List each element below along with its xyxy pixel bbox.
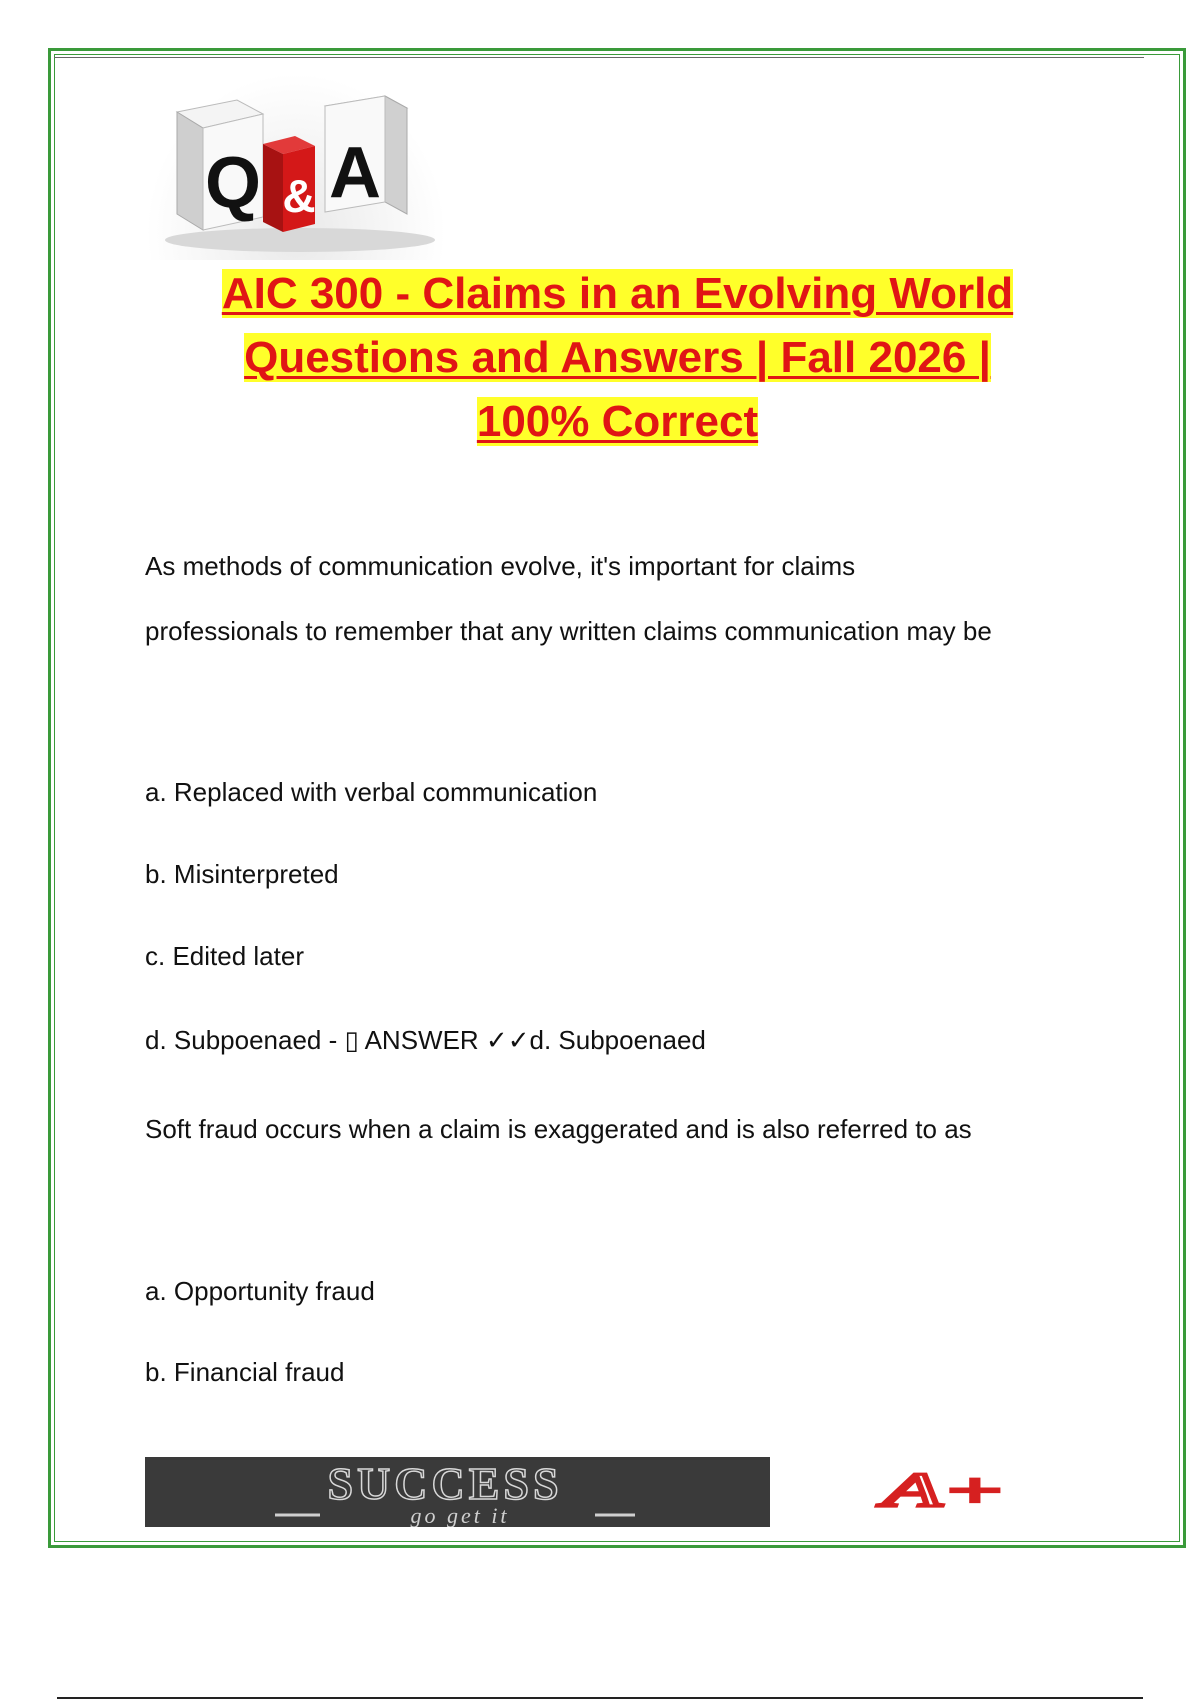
title-line-2: Questions and Answers | Fall 2026 | bbox=[244, 333, 991, 382]
question-1-option-a: a. Replaced with verbal communication bbox=[145, 777, 598, 807]
question-2-option-a: a. Opportunity fraud bbox=[145, 1276, 375, 1306]
qa-dice-logo bbox=[145, 72, 447, 260]
banner-word: SUCCESS bbox=[327, 1458, 563, 1509]
question-2-option-b: b. Financial fraud bbox=[145, 1357, 345, 1387]
question-1-option-d-answer: d. Subpoenaed - ▯ ANSWER ✓✓d. Subpoenaed bbox=[145, 1025, 706, 1055]
grade-text: A+ bbox=[883, 1463, 1007, 1517]
question-2-line-1: Soft fraud occurs when a claim is exaggerated and is also referred to as bbox=[145, 1114, 972, 1144]
title-line-1: AIC 300 - Claims in an Evolving World bbox=[221, 269, 1014, 318]
question-1-option-b: b. Misinterpreted bbox=[145, 859, 339, 889]
footer-rule bbox=[57, 1697, 1143, 1699]
logo-ampersand: & bbox=[282, 170, 316, 222]
success-chalkboard-banner bbox=[145, 1457, 770, 1527]
logo-a: A bbox=[329, 133, 381, 213]
banner-subtext: go get it bbox=[410, 1503, 510, 1527]
title-line-3: 100% Correct bbox=[476, 397, 759, 446]
question-1-line-1: As methods of communication evolve, it's important for claims bbox=[145, 551, 856, 581]
a-plus-grade-mark bbox=[795, 1455, 1040, 1525]
question-1-option-c: c. Edited later bbox=[145, 941, 304, 971]
logo-q: Q bbox=[204, 143, 262, 223]
question-1-line-2: professionals to remember that any written claims communication may be bbox=[145, 616, 992, 646]
header-rule bbox=[54, 57, 1144, 58]
document-title bbox=[145, 262, 1090, 454]
